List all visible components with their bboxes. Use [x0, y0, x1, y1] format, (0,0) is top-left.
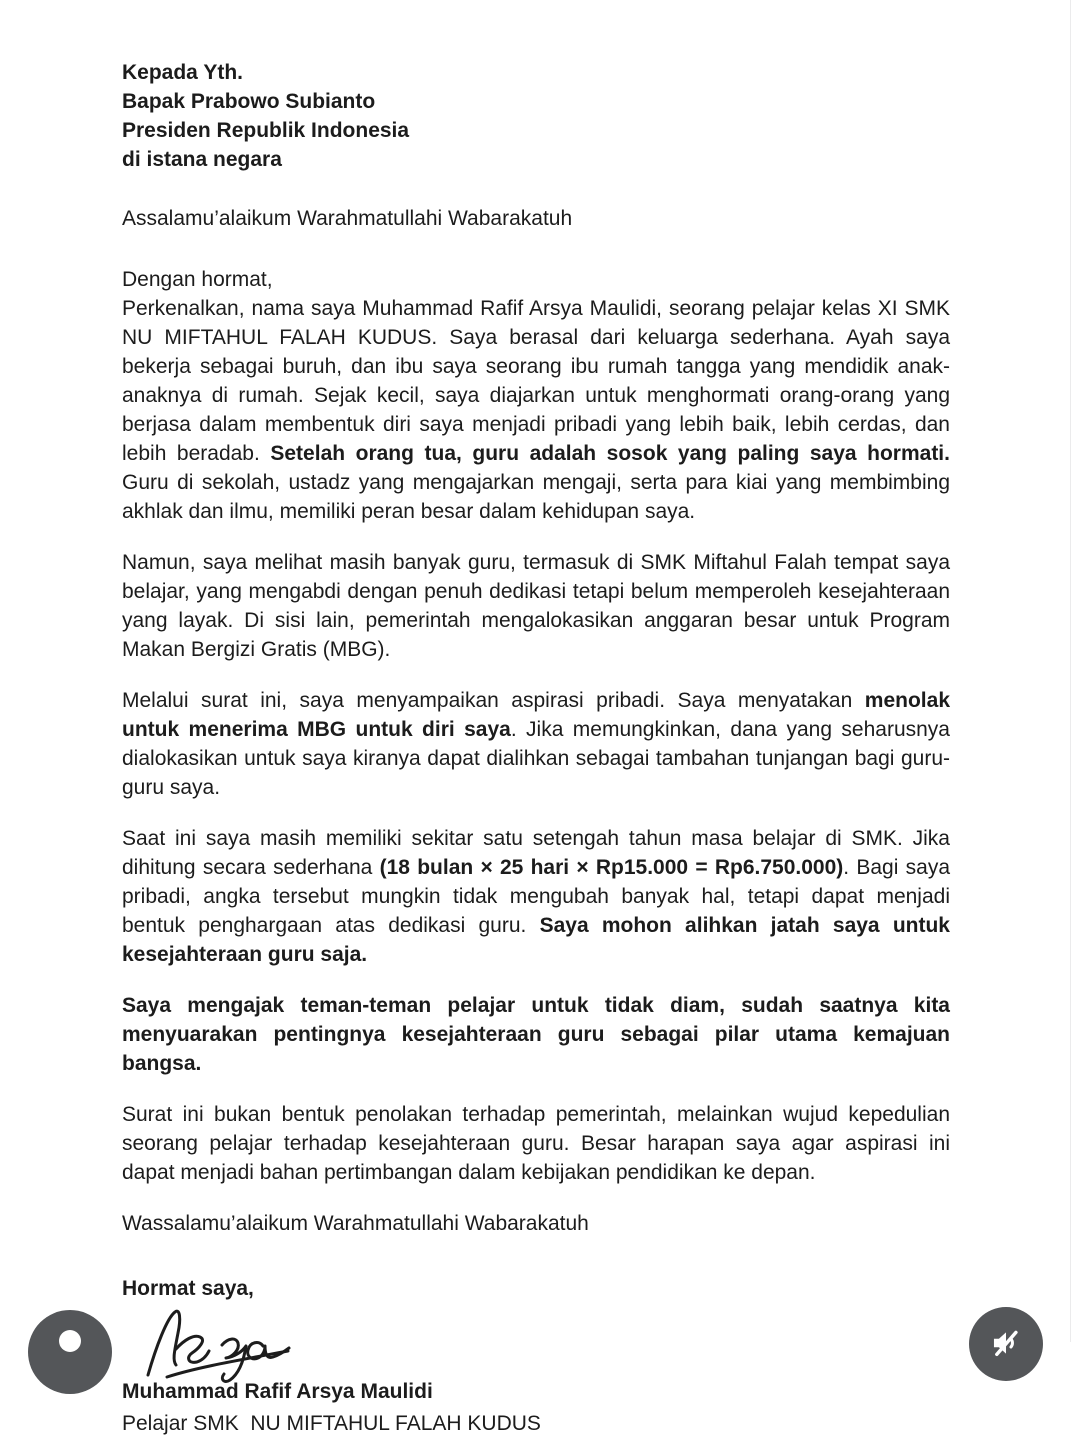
letter-paragraph: Perkenalkan, nama saya Muhammad Rafif Arsya Maulidi, seorang pelajar kelas XI SMK NU MIFTAHUL FALAH KUDUS. Saya berasal dari keluarga sederhana. Ayah saya bekerja sebagai buruh, dan ibu saya seorang ibu rumah tangga yang mendidik anak-anaknya di rumah. Sejak kecil, saya diajarkan untuk menghormati orang-orang yang berjasa dalam membentuk diri saya menjadi pribadi yang lebih baik, lebih cerdas, dan lebih beradab. Setelah orang tua, guru adalah sosok yang paling saya hormati. Guru di sekolah, ustadz yang mengajarkan mengaji, serta para kiai yang membimbing akhlak dan ilmu, memiliki peran besar dalam kehidupan saya. — [122, 297, 950, 523]
signoff-line: Hormat saya, — [122, 1277, 254, 1300]
letter-paragraph: Melalui surat ini, saya menyampaikan aspirasi pribadi. Saya menyatakan menolak untuk menerima MBG untuk diri saya. Jika memungkinkan, dana yang seharusnya dialokasikan untuk saya kiranya dapat dialihkan sebagai tambahan tunjangan bagi guru-guru saya. — [122, 689, 950, 799]
recipient-block — [122, 58, 950, 174]
closing-line: Wassalamu’alaikum Warahmatullahi Wabarakatuh — [122, 1212, 589, 1235]
avatar-button[interactable] — [28, 1310, 112, 1394]
mute-button[interactable] — [969, 1307, 1043, 1381]
letter-paragraphs — [122, 294, 950, 1187]
letter-paragraph: Surat ini bukan bentuk penolakan terhadap pemerintah, melainkan wujud kepedulian seorang pelajar terhadap kesejahteraan guru. Besar harapan saya agar aspirasi ini dapat menjadi bahan pertimbangan dalam kebijakan pendidikan ke depan. — [122, 1103, 950, 1184]
letter-paragraph: Saya mengajak teman-teman pelajar untuk tidak diam, sudah saatnya kita menyuarakan pentingnya kesejahteraan guru sebagai pilar utama kemajuan bangsa. — [122, 994, 950, 1075]
recipient-line: Bapak Prabowo Subianto — [122, 90, 376, 113]
recipient-line: di istana negara — [122, 148, 282, 171]
recipient-line: Presiden Republik Indonesia — [122, 119, 410, 142]
signature-arsya — [136, 1305, 346, 1383]
recipient-line: Kepada Yth. — [122, 61, 243, 84]
signer-role: Pelajar SMK NU MIFTAHUL FALAH KUDUS — [122, 1412, 541, 1435]
letter-paragraph: Namun, saya melihat masih banyak guru, termasuk di SMK Miftahul Falah tempat saya belajar, yang mengabdi dengan penuh dedikasi tetapi belum memperoleh kesejahteraan yang layak. Di sisi lain, pemerintah mengalokasikan anggaran besar untuk Program Makan Bergizi Gratis (MBG). — [122, 551, 950, 661]
letter-paragraph: Saat ini saya masih memiliki sekitar satu setengah tahun masa belajar di SMK. Jika dihitung secara sederhana (18 bulan × 25 hari × Rp15.000 = Rp6.750.000). Bagi saya pribadi, angka tersebut mungkin tidak mengubah banyak hal, tetapi dapat menjadi bentuk penghargaan atas dedikasi guru. Saya mohon alihkan jatah saya untuk kesejahteraan guru saja. — [122, 827, 951, 966]
person-icon — [59, 1330, 81, 1352]
letter-content — [122, 58, 950, 1438]
page-right-edge — [1070, 0, 1071, 1342]
greeting-line: Assalamu’alaikum Warahmatullahi Wabarakatuh — [122, 207, 573, 230]
signer-name: Muhammad Rafif Arsya Maulidi — [122, 1380, 433, 1403]
sound-off-icon — [989, 1326, 1023, 1360]
salutation-line: Dengan hormat, — [122, 268, 273, 291]
